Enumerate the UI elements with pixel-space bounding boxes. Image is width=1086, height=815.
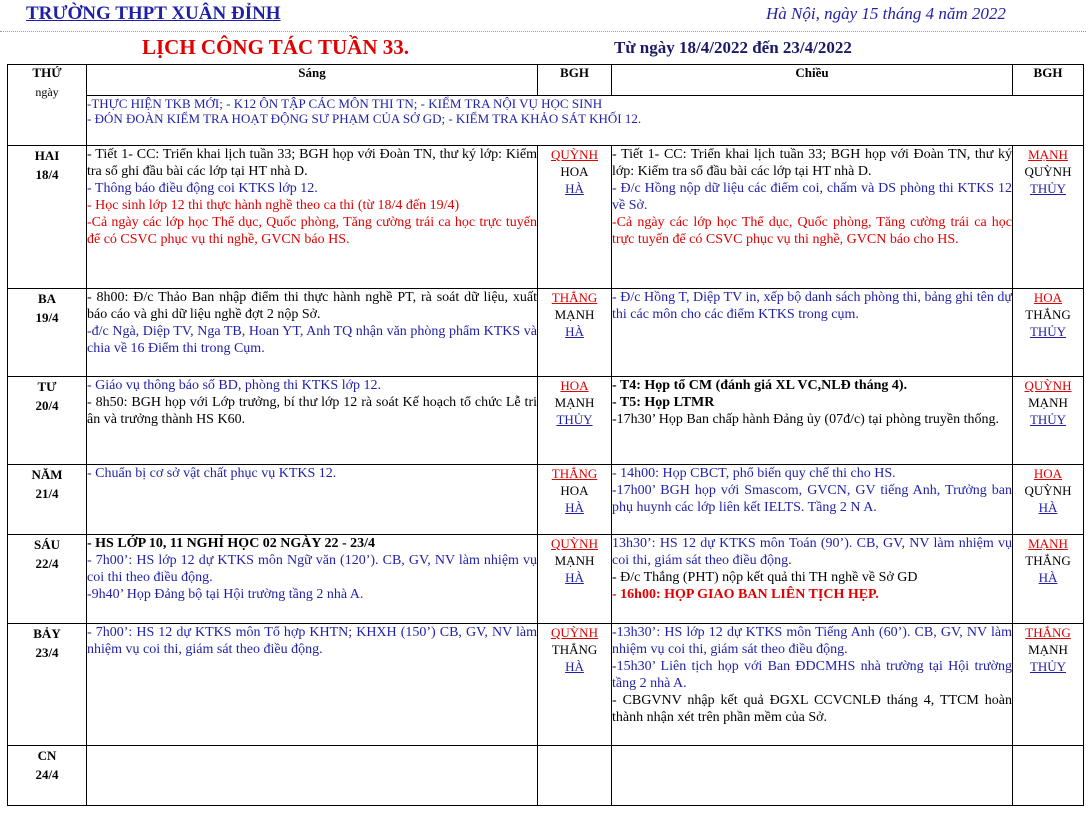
- schedule-entry: - Giáo vụ thông báo số BD, phòng thi KTKS lớp 12.: [87, 378, 382, 393]
- schedule-entry: - T5: Họp LTMR: [612, 395, 715, 410]
- bgh-afternoon-cell: [1013, 146, 1084, 289]
- day-name: HAI: [34, 148, 60, 163]
- day-name: TƯ: [37, 379, 57, 394]
- bgh-morning-cell: [538, 465, 612, 535]
- bgh-member-name: HÀ: [565, 500, 584, 515]
- column-header-row: [8, 65, 1084, 96]
- bgh-member-name: HÀ: [565, 570, 584, 585]
- bgh-afternoon-cell: [1013, 746, 1084, 806]
- schedule-entry: - Đ/c Thắng (PHT) nộp kết quả thi TH nghề về Sở GD: [612, 570, 918, 585]
- day-date: 21/4: [35, 486, 59, 501]
- bgh-member-name: QUỲNH: [551, 536, 598, 551]
- day-row: [8, 377, 1084, 465]
- bgh-member-name: MẠNH: [554, 307, 595, 322]
- day-column-header: [8, 65, 87, 146]
- bgh-member-name: HOA: [1033, 466, 1063, 481]
- bgh-morning-cell: [538, 535, 612, 624]
- schedule-entry: - 8h00: Đ/c Thảo Ban nhập điểm thi thực hành nghề PT, rà soát dữ liệu, xuất báo cáo và ghi dữ liệu nghề đợt 2 nộp Sở.: [87, 290, 537, 322]
- bgh-member-name: QUỲNH: [1024, 164, 1072, 179]
- afternoon-column-header: Chiều: [612, 65, 1013, 96]
- day-name: NĂM: [31, 467, 63, 482]
- bgh-member-name: THỦY: [1029, 659, 1067, 674]
- afternoon-cell: [612, 746, 1013, 806]
- bgh-member-name: THẮNG: [1025, 307, 1071, 322]
- day-row: [8, 289, 1084, 377]
- bgh-member-name: HÀ: [565, 324, 584, 339]
- day-name: SÁU: [33, 537, 60, 552]
- bgh-afternoon-cell: [1013, 465, 1084, 535]
- school-name: TRƯỜNG THPT XUÂN ĐỈNH: [26, 3, 281, 24]
- bgh-member-name: THỦY: [1029, 181, 1067, 196]
- afternoon-cell: [612, 535, 1013, 624]
- bgh-morning-cell: [538, 289, 612, 377]
- afternoon-cell: [612, 146, 1013, 289]
- day-date: 18/4: [35, 167, 59, 182]
- schedule-entry: - Tiết 1- CC: Triển khai lịch tuần 33; BGH họp với Đoàn TN, thư ký lớp: Kiểm tra sổ ghi đầu bài các lớp tại HT nhà D.: [87, 147, 537, 179]
- morning-cell: [87, 289, 538, 377]
- bgh-member-name: THẮNG: [1025, 625, 1071, 640]
- bgh-afternoon-cell: [1013, 535, 1084, 624]
- schedule-entry: - 14h00: Họp CBCT, phổ biến quy chế thi cho HS.: [612, 466, 896, 481]
- schedule-entry: -Cả ngày các lớp học Thể dục, Quốc phòng, Tăng cường trái ca học trực tuyến để có CSVC phục vụ thi nghề, GVCN báo HS.: [87, 215, 537, 247]
- day-date: 22/4: [35, 556, 59, 571]
- schedule-entry: - 8h50: BGH họp với Lớp trưởng, bí thư lớp 12 rà soát Kế hoạch tổ chức Lễ tri ân và trưởng thành HS K60.: [87, 395, 537, 427]
- bgh-morning-cell: [538, 146, 612, 289]
- day-cell: [8, 746, 87, 806]
- bgh-afternoon-cell: [1013, 289, 1084, 377]
- day-row: [8, 746, 1084, 806]
- bgh-member-name: HÀ: [1038, 500, 1058, 515]
- bgh-member-name: MẠNH: [1028, 536, 1068, 551]
- morning-cell: [87, 535, 538, 624]
- bgh-member-name: HOA: [560, 164, 589, 179]
- day-row: [8, 624, 1084, 746]
- day-row: [8, 465, 1084, 535]
- day-cell: [8, 377, 87, 465]
- notice-empty-cell: [1013, 96, 1084, 146]
- afternoon-cell: [612, 377, 1013, 465]
- schedule-entry: - Học sinh lớp 12 thi thực hành nghề theo ca thi (từ 18/4 đến 19/4): [87, 198, 460, 213]
- bgh-member-name: QUỲNH: [551, 625, 598, 640]
- bgh-member-name: HOA: [1033, 290, 1063, 305]
- schedule-entry: -15h30’ Liên tịch họp với Ban ĐDCMHS nhà trường tại Hội trường tầng 2 nhà A.: [612, 659, 1012, 691]
- date-header-label: ngày: [35, 85, 59, 99]
- morning-cell: [87, 465, 538, 535]
- morning-column-header: Sáng: [87, 65, 538, 96]
- morning-cell: [87, 624, 538, 746]
- schedule-entry: - CBGVNV nhập kết quả ĐGXL CCVCNLĐ tháng 4, TTCM hoàn thành nhận xét trên phần mềm của Sở.: [612, 693, 1012, 725]
- schedule-entry: - 16h00: HỌP GIAO BAN LIÊN TỊCH HẸP.: [612, 587, 879, 602]
- schedule-entry: -17h30’ Họp Ban chấp hành Đảng ủy (07đ/c) tại phòng truyền thống.: [612, 412, 999, 427]
- date-range: Từ ngày 18/4/2022 đến 23/4/2022: [614, 38, 852, 57]
- bgh-member-name: HOA: [560, 483, 589, 498]
- schedule-entry: -9h40’ Họp Đảng bộ tại Hội trường tầng 2 nhà A.: [87, 587, 364, 602]
- schedule-title: LỊCH CÔNG TÁC TUẦN 33.: [142, 35, 410, 59]
- bgh-morning-cell: [538, 746, 612, 806]
- schedule-entry: - Đ/c Hồng nộp dữ liệu các điểm coi, chấm và DS phòng thi KTKS 12 về Sở.: [612, 181, 1012, 213]
- bgh-member-name: MẠNH: [554, 395, 595, 410]
- bgh-member-name: QUỲNH: [1024, 483, 1072, 498]
- schedule-entry: -đ/c Ngà, Diệp TV, Nga TB, Hoan YT, Anh TQ nhận văn phòng phẩm KTKS và chia về 16 Điểm thi trong Cụm.: [87, 324, 537, 356]
- morning-cell: [87, 746, 538, 806]
- day-date: 23/4: [35, 645, 59, 660]
- bgh-member-name: THẮNG: [551, 290, 598, 305]
- day-row: [8, 535, 1084, 624]
- afternoon-cell: [612, 465, 1013, 535]
- bgh-member-name: HÀ: [565, 181, 584, 196]
- notice-row: [8, 96, 1084, 146]
- bgh-morning-cell: [538, 377, 612, 465]
- schedule-entry: 13h30’: HS 12 dự KTKS môn Toán (90’). CB, GV, NV làm nhiệm vụ coi thi, giám sát theo điều động.: [612, 536, 1012, 568]
- bgh-member-name: THỦY: [1029, 324, 1067, 339]
- schedule-entry: -17h00’ BGH họp với Smascom, GVCN, GV tiếng Anh, Trưởng ban phụ huynh các lớp liên kết IELTS. Tầng 2 N A.: [612, 483, 1012, 515]
- bgh-member-name: THỦY: [556, 412, 593, 427]
- schedule-table: [7, 64, 1084, 806]
- afternoon-cell: [612, 289, 1013, 377]
- schedule-entry: - 7h00’: HS 12 dự KTKS môn Tổ hợp KHTN; KHXH (150’) CB, GV, NV làm nhiệm vụ coi thi, giám sát theo điều động.: [87, 625, 537, 657]
- schedule-entry: -13h30’: HS lớp 12 dự KTKS môn Tiếng Anh (60’). CB, GV, NV làm nhiệm vụ coi thi, giám sát theo điều động.: [612, 625, 1012, 657]
- day-date: 20/4: [35, 398, 59, 413]
- bgh-afternoon-cell: [1013, 624, 1084, 746]
- bgh-member-name: THẮNG: [551, 642, 598, 657]
- bgh-member-name: MẠNH: [1028, 147, 1068, 162]
- bgh-member-name: HOA: [560, 378, 589, 393]
- header-divider: [0, 31, 1086, 32]
- bgh-member-name: MẠNH: [1028, 642, 1068, 657]
- bgh-morning-cell: [538, 624, 612, 746]
- schedule-entry: - Thông báo điều động coi KTKS lớp 12.: [87, 181, 318, 196]
- schedule-entry: -Cả ngày các lớp học Thể dục, Quốc phòng, Tăng cường trái ca học trực tuyến để có CSVC phục vụ thi nghề, GVCN báo cho HS.: [612, 215, 1012, 247]
- schedule-entry: - Chuẩn bị cơ sở vật chất phục vụ KTKS 12.: [87, 466, 337, 481]
- bgh-member-name: HÀ: [565, 659, 584, 674]
- afternoon-cell: [612, 624, 1013, 746]
- bgh-member-name: QUỲNH: [551, 147, 598, 162]
- day-date: 24/4: [35, 767, 59, 782]
- day-name: BA: [37, 291, 57, 306]
- schedule-entry: - Đ/c Hồng T, Diệp TV in, xếp bộ danh sách phòng thi, bảng ghi tên dự thi các môn cho các điểm KTKS trong cụm.: [612, 290, 1012, 322]
- notice-line: -THỰC HIỆN TKB MỚI; - K12 ÔN TẬP CÁC MÔN THI TN; - KIỂM TRA NỘI VỤ HỌC SINH: [87, 96, 603, 111]
- day-name: BẢY: [33, 626, 61, 641]
- day-cell: [8, 535, 87, 624]
- day-header-label: THỨ: [32, 65, 62, 80]
- day-row: [8, 146, 1084, 289]
- bgh-afternoon-cell: [1013, 377, 1084, 465]
- schedule-entry: - Tiết 1- CC: Triển khai lịch tuần 33; BGH họp với Đoàn TN, thư ký lớp: Kiểm tra sổ đầu bài các lớp tại HT nhà D.: [612, 147, 1012, 179]
- schedule-entry: - HS LỚP 10, 11 NGHỈ HỌC 02 NGÀY 22 - 23/4: [87, 536, 376, 551]
- schedule-entry: - 7h00’: HS lớp 12 dự KTKS môn Ngữ văn (120’). CB, GV, NV làm nhiệm vụ coi thi theo điều động.: [87, 553, 537, 585]
- issue-date: Hà Nội, ngày 15 tháng 4 năm 2022: [766, 4, 1006, 23]
- bgh-member-name: THẮNG: [551, 466, 598, 481]
- bgh-member-name: MẠNH: [554, 553, 595, 568]
- bgh-member-name: THẮNG: [1025, 553, 1071, 568]
- day-cell: [8, 146, 87, 289]
- bgh-member-name: HÀ: [1038, 570, 1058, 585]
- schedule-entry: - T4: Họp tổ CM (đánh giá XL VC,NLĐ tháng 4).: [612, 378, 908, 393]
- morning-cell: [87, 377, 538, 465]
- bgh-member-name: MẠNH: [1028, 395, 1068, 410]
- day-date: 19/4: [35, 310, 59, 325]
- bgh-morning-column-header: BGH: [538, 65, 612, 96]
- notice-line: - ĐÓN ĐOÀN KIỂM TRA HOẠT ĐỘNG SƯ PHẠM CỦA SỞ GD; - KIỂM TRA KHẢO SÁT KHỐI 12.: [87, 111, 642, 126]
- weekly-notice: [87, 96, 1013, 146]
- day-name: CN: [37, 748, 57, 763]
- bgh-member-name: QUỲNH: [1024, 378, 1072, 393]
- day-cell: [8, 624, 87, 746]
- day-cell: [8, 289, 87, 377]
- day-cell: [8, 465, 87, 535]
- bgh-afternoon-column-header: BGH: [1013, 65, 1084, 96]
- morning-cell: [87, 146, 538, 289]
- bgh-member-name: THỦY: [1029, 412, 1067, 427]
